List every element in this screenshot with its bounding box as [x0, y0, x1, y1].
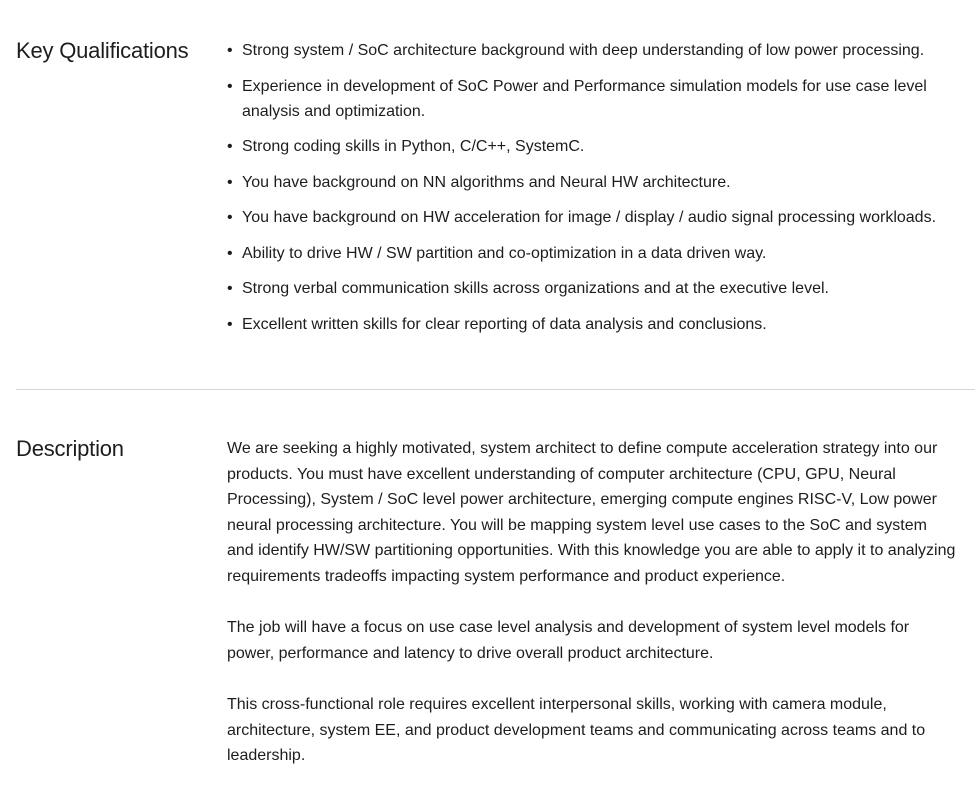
- list-item: [227, 312, 962, 337]
- section-divider: [16, 389, 975, 390]
- key-qualifications-heading: Key Qualifications: [16, 38, 189, 63]
- list-item-text: Experience in development of SoC Power and Performance simulation models for use case level analysis and optimization.: [242, 77, 927, 120]
- list-item: [227, 38, 962, 63]
- description-paragraph: This cross-functional role requires excellent interpersonal skills, working with camera module, architecture, system EE, and product development teams and communicating across teams and to leadership.: [227, 695, 926, 765]
- bullet-icon: •: [227, 244, 233, 262]
- bullet-icon: •: [227, 42, 233, 59]
- list-item: [227, 170, 962, 195]
- list-item: [227, 74, 962, 124]
- description-body: [227, 436, 957, 791]
- list-item-text: Strong coding skills in Python, C/C++, SystemC.: [242, 138, 585, 155]
- list-item: [227, 134, 962, 159]
- description-paragraph: We are seeking a highly motivated, system architect to define compute acceleration strategy into our products. You must have excellent understanding of computer architecture (CPU, GPU, Neural Processing), System / SoC level power architecture, emerging compute engines RISC-V, Low power neural processing architecture. You will be mapping system level use cases to the SoC and system and identify HW/SW partitioning opportunities. With this knowledge you are able to apply it to analyzing requirements tradeoffs impacting system performance and product experience.: [227, 440, 956, 585]
- bullet-icon: •: [227, 138, 233, 155]
- bullet-icon: •: [227, 315, 233, 333]
- list-item-text: Excellent written skills for clear reporting of data analysis and conclusions.: [242, 315, 767, 333]
- description-heading: Description: [16, 436, 124, 461]
- bullet-icon: •: [227, 280, 233, 297]
- list-item-text: You have background on HW acceleration for image / display / audio signal processing workloads.: [242, 209, 937, 226]
- bullet-icon: •: [227, 77, 233, 95]
- list-item: [227, 276, 962, 301]
- description-paragraph: The job will have a focus on use case level analysis and development of system level models for power, performance and latency to drive overall product architecture.: [227, 619, 910, 662]
- bullet-icon: •: [227, 173, 233, 191]
- list-item: [227, 205, 962, 230]
- bullet-icon: •: [227, 209, 233, 226]
- list-item: [227, 241, 962, 266]
- list-item-text: Ability to drive HW / SW partition and co-optimization in a data driven way.: [242, 244, 767, 262]
- list-item-text: You have background on NN algorithms and Neural HW architecture.: [242, 173, 731, 191]
- list-item-text: Strong verbal communication skills across organizations and at the executive level.: [242, 280, 829, 297]
- list-item-text: Strong system / SoC architecture background with deep understanding of low power processing.: [242, 42, 925, 59]
- key-qualifications-list: [227, 38, 962, 347]
